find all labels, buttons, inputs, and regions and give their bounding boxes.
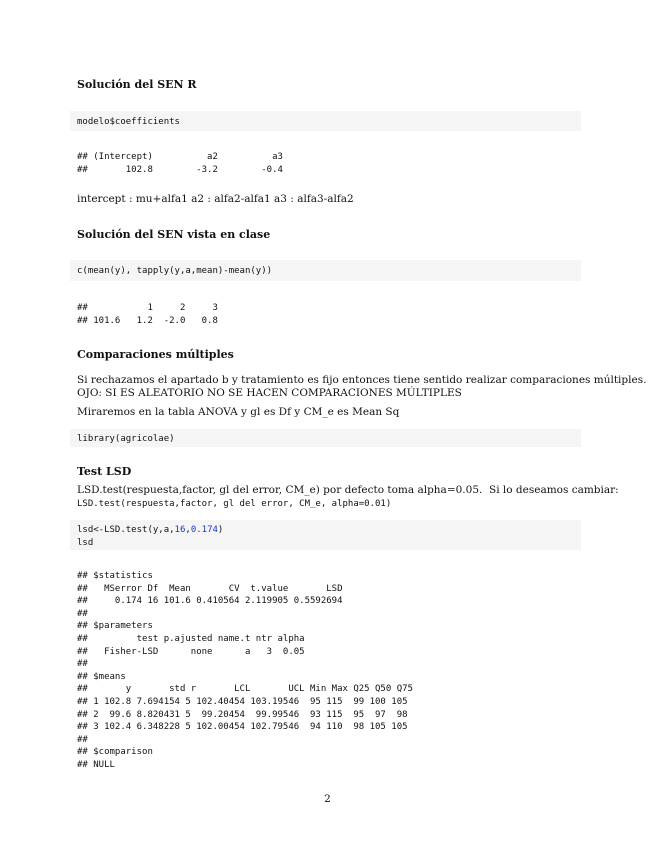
section-title-sen-clase: Solución del SEN vista en clase <box>77 228 271 241</box>
code-coefficients: modelo$coefficients <box>77 117 180 127</box>
code-block-library <box>70 429 581 447</box>
comparaciones-line1: Si rechazamos el apartado b y tratamiento es fijo entonces tiene sentido realizar comparaciones múltiples. <box>77 374 647 386</box>
code-lsd-comma: , <box>185 525 191 535</box>
comparaciones-line2: OJO: SI ES ALEATORIO NO SE HACEN COMPARACIONES MÚLTIPLES <box>77 387 462 399</box>
section-title-lsd: Test LSD <box>77 465 132 478</box>
section-title-sen-r: Solución del SEN R <box>77 78 197 91</box>
anova-note: Miraremos en la tabla ANOVA y gl es Df y CM_e es Mean Sq <box>77 406 400 418</box>
code-lsd-prefix: lsd<-LSD.test(y,a, <box>77 525 175 535</box>
lsd-desc-line1: LSD.test(respuesta,factor, gl del error, CM_e) por defecto toma alpha=0.05. Si lo deseamos cambiar: <box>77 484 619 496</box>
code-tapply: c(mean(y), tapply(y,a,mean)-mean(y)) <box>77 266 273 276</box>
code-block-coefficients <box>70 111 581 131</box>
lsd-desc-line2: LSD.test(respuesta,factor, gl del error, CM_e, alpha=0.01) <box>77 499 392 509</box>
code-lsd-close: ) <box>217 525 224 535</box>
output-coefficients: ## (Intercept) a2 a3 ## 102.8 -3.2 -0.4 <box>77 152 283 175</box>
page-number: 2 <box>324 793 331 805</box>
code-lsd-arg1: 16 <box>174 525 186 535</box>
code-lsd-line1 <box>77 524 223 536</box>
output-tapply: ## 1 2 3 ## 101.6 1.2 -2.0 0.8 <box>77 303 218 326</box>
section-title-comparaciones: Comparaciones múltiples <box>77 348 234 361</box>
code-lsd-arg2: 0.174 <box>190 525 218 535</box>
output-lsd: ## $statistics ## MSerror Df Mean CV t.value LSD ## 0.174 16 101.6 0.410564 2.119905 0.5592694 ## ## $parameters ## test p.ajusted name.t ntr alpha ## Fisher-LSD none a 3 0.05 ## ## $means ## y std r LCL UCL Min Max Q25 Q50 Q75 ## 1 102.8 7.694154 5 102.40454 103.19546 95 115 99 100 105 ## 2 99.6 8.820431 5 99.20454 99.99546 93 115 95 97 98 ## 3 102.4 6.348228 5 102.00454 102.79546 94 110 98 105 105 ## ## $comparison ## NULL <box>77 571 413 770</box>
code-block-tapply <box>70 260 581 281</box>
code-lsd-line2: lsd <box>77 538 94 548</box>
code-block-lsd <box>70 520 581 550</box>
intercept-note: intercept : mu+alfa1 a2 : alfa2-alfa1 a3 : alfa3-alfa2 <box>77 193 354 205</box>
code-library: library(agricolae) <box>77 434 175 444</box>
